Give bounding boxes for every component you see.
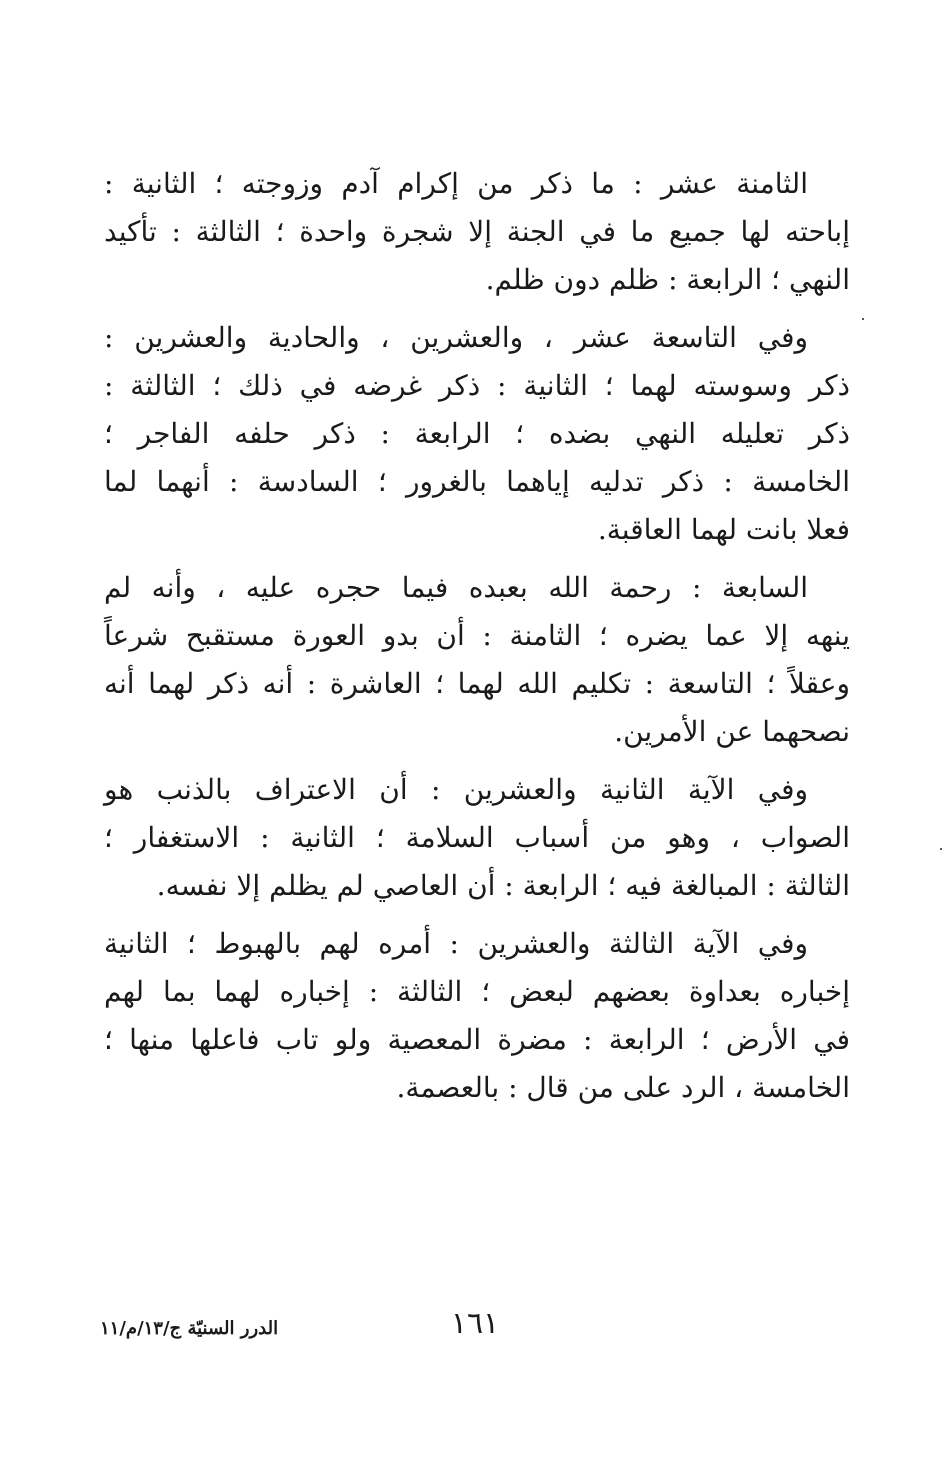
text-line: فعلا بانت لهما العاقبة.	[597, 513, 850, 546]
paragraph-2	[104, 314, 850, 554]
text-line: في الأرض ؛ الرابعة : مضرة المعصية ولو تاب فاعلها منها ؛	[104, 1023, 850, 1056]
paragraph-3	[104, 564, 850, 756]
text-line: وفي التاسعة عشر ، والعشرين ، والحادية والعشرين :	[104, 321, 808, 354]
text-line: وفي الآية الثالثة والعشرين : أمره لهم بالهبوط ؛ الثانية	[104, 927, 808, 960]
margin-speck	[862, 318, 864, 320]
text-line: وعقلاً ؛ التاسعة : تكليم الله لهما ؛ العاشرة : أنه ذكر لهما أنه	[104, 667, 850, 700]
margin-speck	[940, 848, 942, 850]
text-line: الثالثة : المبالغة فيه ؛ الرابعة : أن العاصي لم يظلم إلا نفسه.	[156, 869, 850, 902]
page-body-text	[104, 160, 850, 1122]
paragraph-5	[104, 920, 850, 1112]
paragraph-4	[104, 766, 850, 910]
text-line: السابعة : رحمة الله بعبده فيما حجره عليه ، وأنه لم	[104, 571, 808, 604]
text-line: الخامسة ، الرد على من قال : بالعصمة.	[396, 1071, 850, 1104]
running-footer-title: الدرر السنيّة ج/١٣/م/١١	[100, 1318, 279, 1339]
text-line: الصواب ، وهو من أسباب السلامة ؛ الثانية : الاستغفار ؛	[104, 821, 850, 854]
text-line: ذكر تعليله النهي بضده ؛ الرابعة : ذكر حلفه الفاجر ؛	[104, 417, 850, 450]
text-line: الخامسة : ذكر تدليه إياهما بالغرور ؛ السادسة : أنهما لما	[104, 465, 850, 498]
text-line: ذكر وسوسته لهما ؛ الثانية : ذكر غرضه في ذلك ؛ الثالثة :	[104, 369, 850, 402]
text-line: الثامنة عشر : ما ذكر من إكرام آدم وزوجته ؛ الثانية :	[104, 167, 808, 200]
text-line: النهي ؛ الرابعة : ظلم دون ظلم.	[485, 263, 850, 296]
text-line: وفي الآية الثانية والعشرين : أن الاعتراف بالذنب هو	[104, 773, 808, 806]
paragraph-1	[104, 160, 850, 304]
text-line: ينهه إلا عما يضره ؛ الثامنة : أن بدو العورة مستقبح شرعاً	[104, 619, 850, 652]
text-line: إخباره بعداوة بعضهم لبعض ؛ الثالثة : إخباره لهما بما لهم	[104, 975, 850, 1008]
text-line: نصحهما عن الأمرين.	[614, 715, 850, 748]
page-number: ١٦١	[450, 1306, 500, 1341]
text-line: إباحته لها جميع ما في الجنة إلا شجرة واحدة ؛ الثالثة : تأكيد	[104, 215, 850, 248]
